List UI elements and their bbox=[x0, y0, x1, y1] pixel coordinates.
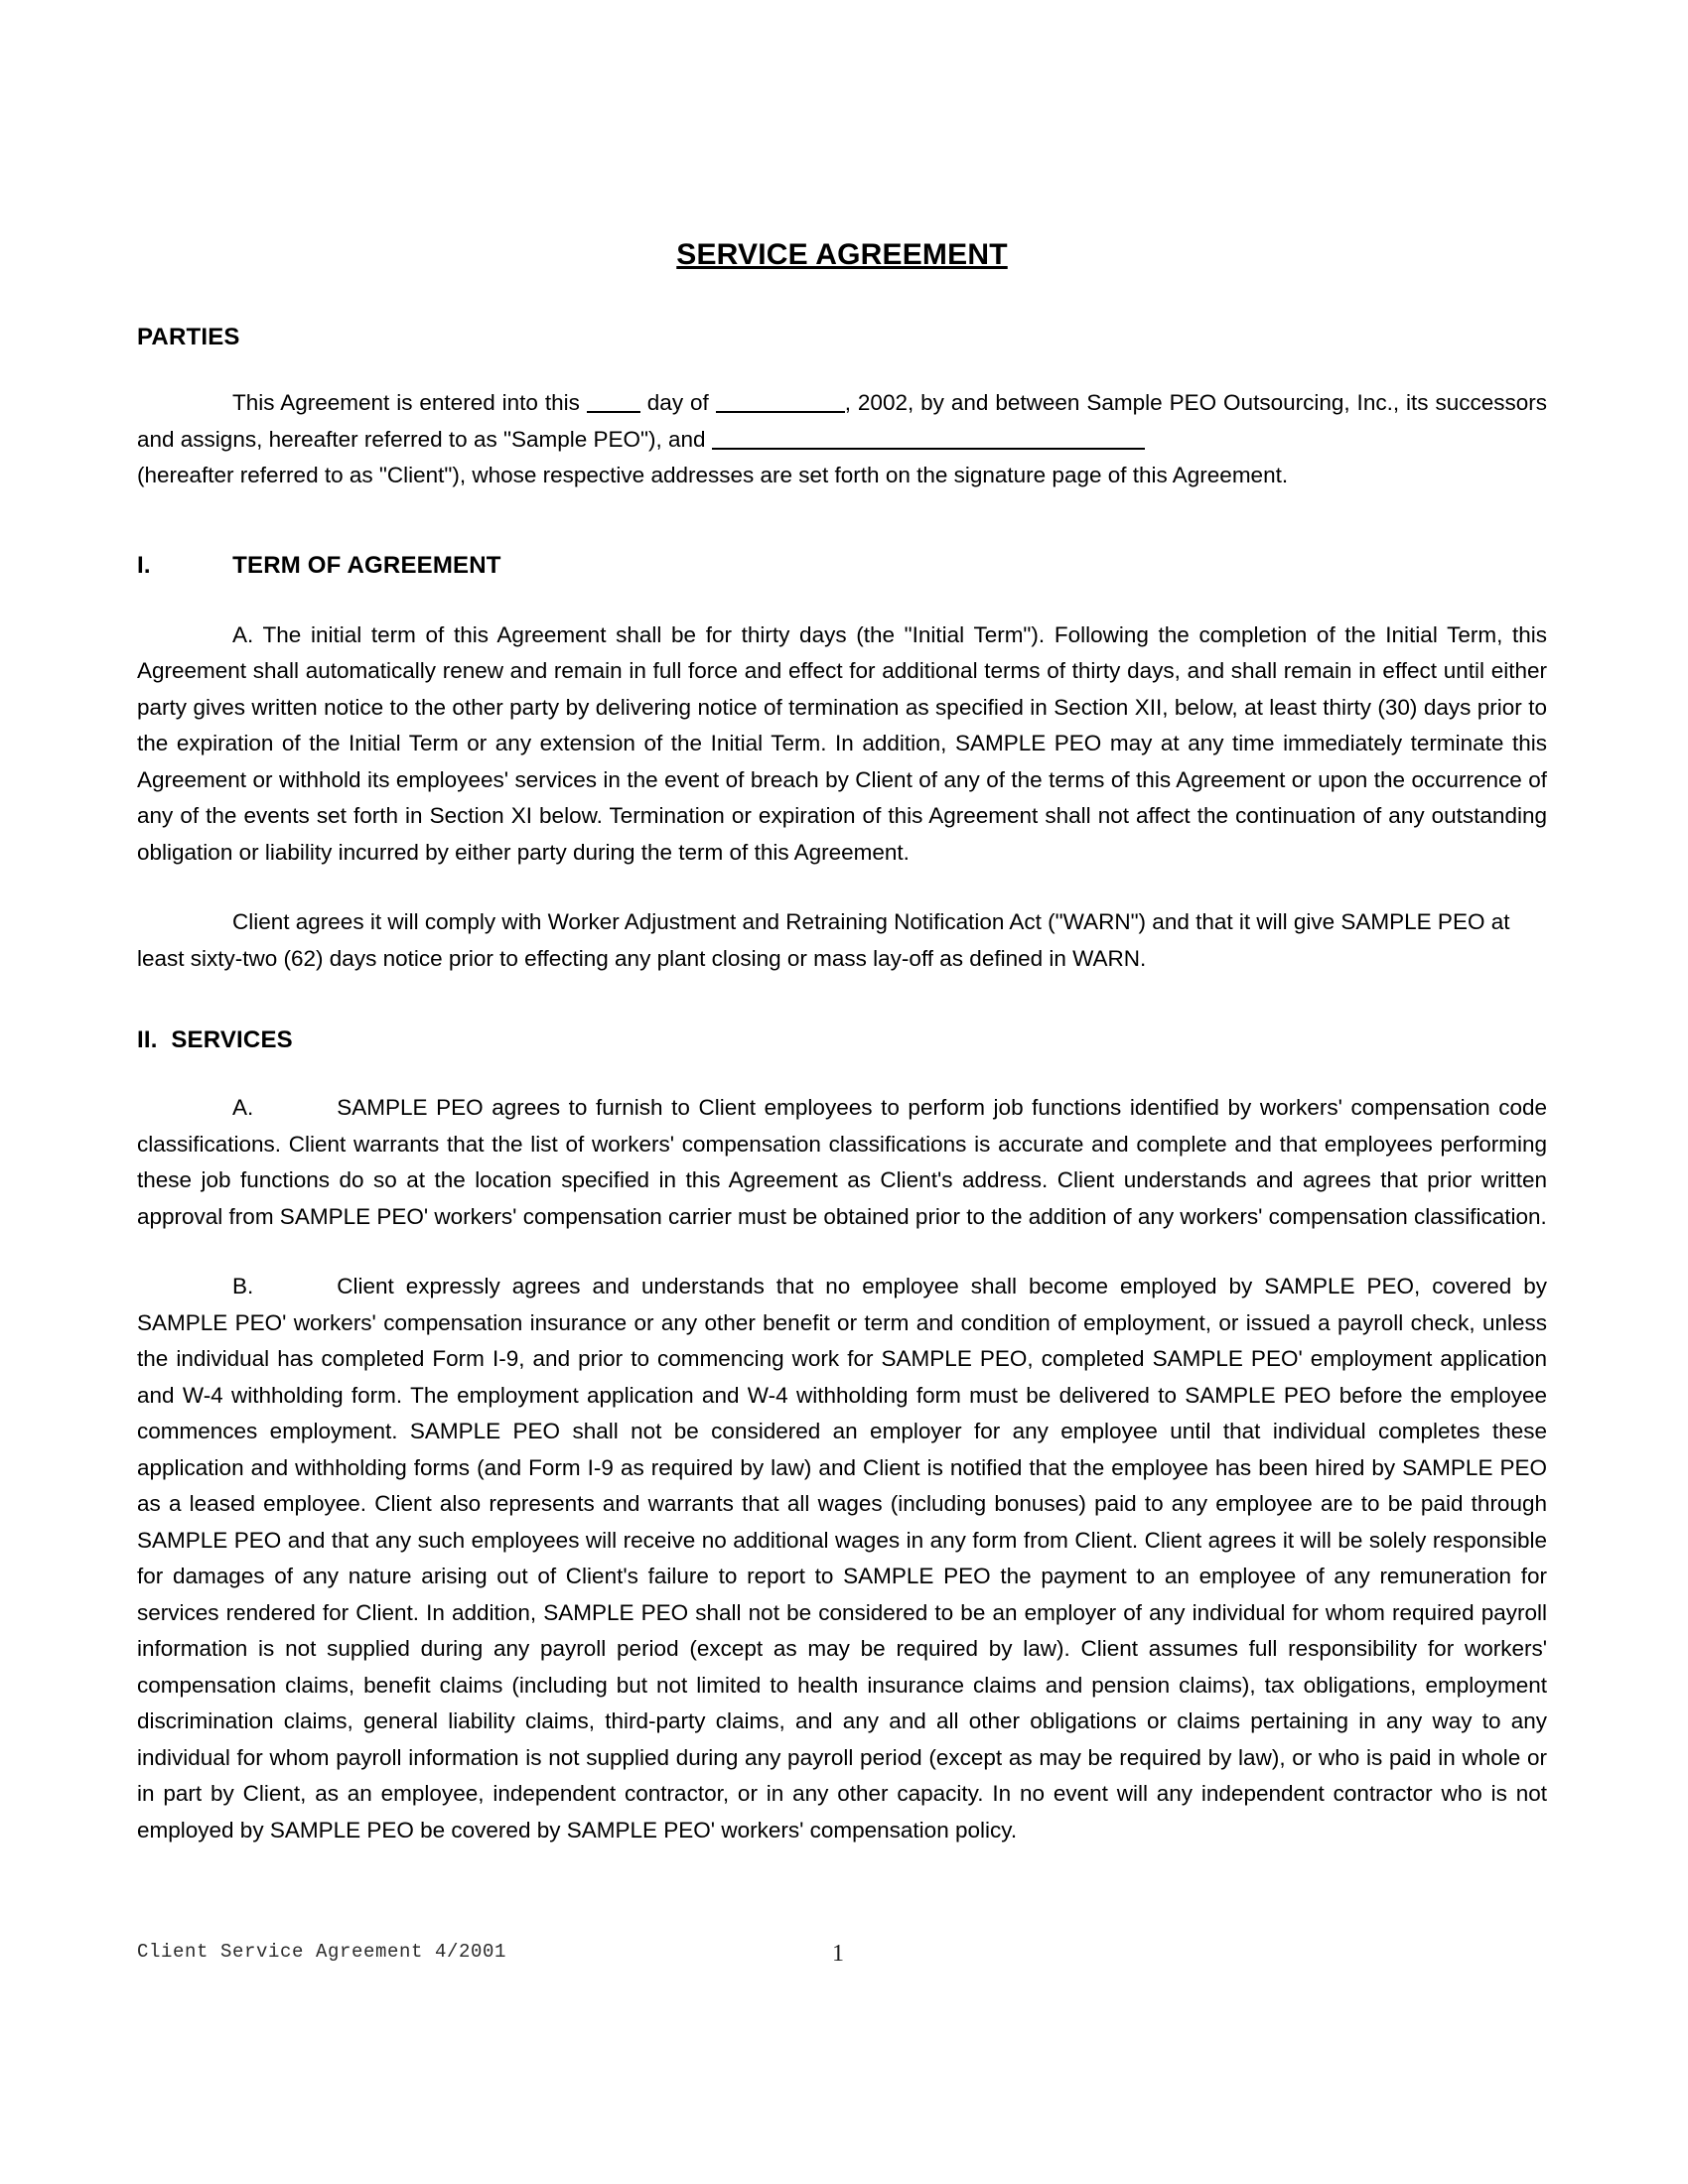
parties-paragraph bbox=[137, 351, 1547, 458]
footer-document-reference: Client Service Agreement 4/2001 bbox=[137, 1941, 507, 1963]
parties-text-2: day of bbox=[639, 390, 716, 415]
parties-paragraph-line3: (hereafter referred to as "Client"), whose respective addresses are set forth on the signature page of this Agreement. bbox=[137, 463, 1289, 487]
footer-page-number: 1 bbox=[832, 1941, 844, 1967]
section-2-paragraph-a-text: SAMPLE PEO agrees to furnish to Client employees to perform job functions identified by workers' compensation code classifications. Client warrants that the list of workers' compensation classifications is accurate and complete and that employees performing these job functions do so at the location specified in this Agreement as Client's address. Client understands and agrees that prior written approval from SAMPLE PEO' workers' compensation carrier must be obtained prior to the addition of any workers' compensation classification. bbox=[137, 1095, 1547, 1229]
blank-day-field[interactable] bbox=[587, 411, 640, 413]
document-content bbox=[137, 0, 1547, 1848]
section-2-paragraph-a bbox=[137, 1054, 1547, 1235]
section-1-paragraph-warn bbox=[137, 871, 1547, 977]
section-2-paragraph-b bbox=[137, 1235, 1547, 1848]
page-title: SERVICE AGREEMENT bbox=[676, 238, 1008, 271]
blank-month-field[interactable] bbox=[716, 411, 845, 413]
section-2-paragraph-b-text: Client expressly agrees and understands that no employee shall become employed by SAMPLE PEO, covered by SAMPLE PEO' workers' compensation insurance or any other benefit or term and condition of employment, or issued a payroll check, unless the individual has completed Form I-9, and prior to commencing work for SAMPLE PEO, completed SAMPLE PEO' employment application and W-4 withholding form. The employment application and W-4 withholding form must be delivered to SAMPLE PEO before the employee commences employment. SAMPLE PEO shall not be considered an employer for any employee until that individual completes these application and withholding forms (and Form I-9 as required by law) and Client is notified that the employee has been hired by SAMPLE PEO as a leased employee. Client also represents and warrants that all wages (including bonuses) paid to any employee are to be paid through SAMPLE PEO and that any such employees will receive no additional wages in any form from Client. Client agrees it will be solely responsible for damages of any nature arising out of Client's failure to report to SAMPLE PEO the payment to an employee of any remuneration for services rendered for Client. In addition, SAMPLE PEO shall not be considered to be an employer of any individual for whom required payroll information is not supplied during any payroll period (except as may be required by law). Client assumes full responsibility for workers' compensation claims, benefit claims (including but not limited to health insurance claims and pension claims), tax obligations, employment discrimination claims, general liability claims, third-party claims, and any and all other obligations or claims pertaining in any way to any individual for whom payroll information is not supplied during any payroll period (except as may be required by law), or who is paid in whole or in part by Client, as an employee, independent contractor, or in any other capacity. In no event will any independent contractor who is not employed by SAMPLE PEO be covered by SAMPLE PEO' workers' compensation policy. bbox=[137, 1274, 1547, 1843]
section-1-paragraph-a bbox=[137, 580, 1547, 872]
section-heading-services: II. SERVICES bbox=[137, 1026, 293, 1053]
section-1-paragraph-a-text: A. The initial term of this Agreement shall be for thirty days (the "Initial Term"). Following the completion of the Initial Term, this Agreement shall automatically renew and remain in full force and effect for additional terms of thirty days, and shall remain in effect until either party gives written notice to the other party by delivering notice of termination as specified in Section XII, below, at least thirty (30) days prior to the expiration of the Initial Term or any extension of the Initial Term. In addition, SAMPLE PEO may at any time immediately terminate this Agreement or withhold its employees' services in the event of breach by Client of any of the terms of this Agreement or upon the occurrence of any of the events set forth in Section XI below. Termination or expiration of this Agreement shall not affect the continuation of any outstanding obligation or liability incurred by either party during the term of this Agreement. bbox=[137, 621, 1547, 865]
page-footer bbox=[137, 1941, 1547, 1980]
parties-text-3: , 2002, by and between Sample PEO Outsourcing, Inc., its successors and assigns, hereafter referred to as "Sample PEO"), and bbox=[137, 390, 1547, 452]
parties-text-1: This Agreement is entered into this bbox=[232, 390, 587, 415]
section-2-paragraph-a-label: A. bbox=[232, 1095, 254, 1120]
section-heading-parties: PARTIES bbox=[137, 324, 240, 350]
section-heading-term-of-agreement: I. TERM OF AGREEMENT bbox=[137, 551, 501, 579]
blank-client-name-field[interactable] bbox=[712, 448, 1145, 450]
section-1-paragraph-warn-text: Client agrees it will comply with Worker Adjustment and Retraining Notification Act ("WARN") and that it will give SAMPLE PEO at least sixty-two (62) days notice prior to effecting any plant closing or mass lay-off as defined in WARN. bbox=[137, 909, 1510, 971]
section-2-paragraph-b-label: B. bbox=[232, 1274, 254, 1298]
